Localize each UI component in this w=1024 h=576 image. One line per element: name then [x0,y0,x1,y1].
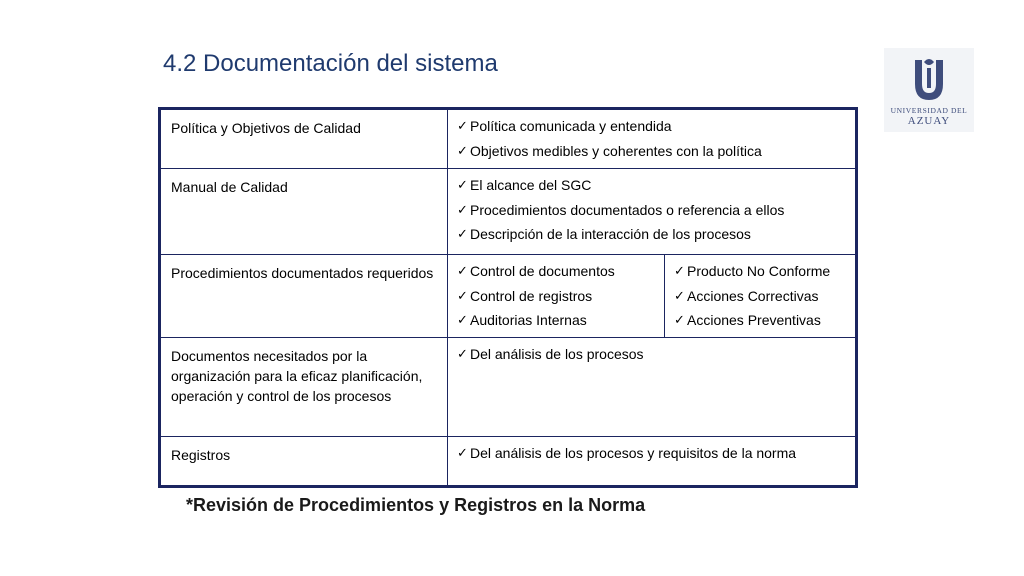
check-item: ✓ Del análisis de los procesos y requisitos de la norma [470,441,845,466]
row-label: Procedimientos documentados requeridos [160,255,448,338]
table-row [160,169,857,255]
slide-title: 4.2 Documentación del sistema [163,50,498,77]
row-items-left [448,255,665,338]
logo-text-line1: UNIVERSIDAD DEL [890,106,968,115]
check-item: ✓ Control de registros [470,284,654,309]
row-label: Registros [160,436,448,486]
row-items [448,109,857,169]
university-emblem-icon [884,54,974,106]
row-label: Documentos necesitados por la organización para la eficaz planificación, operación y control de los procesos [160,337,448,436]
check-item: ✓ Objetivos medibles y coherentes con la política [470,139,845,164]
university-logo [884,48,974,132]
check-item: ✓ El alcance del SGC [470,173,845,198]
documentation-table [158,107,858,488]
row-items [448,436,857,486]
logo-text-line2: AZUAY [907,115,951,127]
table-row [160,255,857,338]
check-item: ✓ Descripción de la interacción de los procesos [470,222,845,247]
check-item: ✓ Auditorias Internas [470,308,654,333]
check-item: ✓ Política comunicada y entendida [470,114,845,139]
row-items [448,337,857,436]
check-item: ✓ Del análisis de los procesos [470,342,845,367]
check-item: ✓ Producto No Conforme [687,259,845,284]
row-label: Manual de Calidad [160,169,448,255]
table-row [160,337,857,436]
check-item: ✓ Control de documentos [470,259,654,284]
check-item: ✓ Acciones Correctivas [687,284,845,309]
table-row [160,109,857,169]
row-items-right [665,255,857,338]
table-row [160,436,857,486]
row-items [448,169,857,255]
row-label: Política y Objetivos de Calidad [160,109,448,169]
footnote: *Revisión de Procedimientos y Registros en la Norma [186,495,646,515]
check-item: ✓ Acciones Preventivas [687,308,845,333]
check-item: ✓ Procedimientos documentados o referencia a ellos [470,198,845,223]
